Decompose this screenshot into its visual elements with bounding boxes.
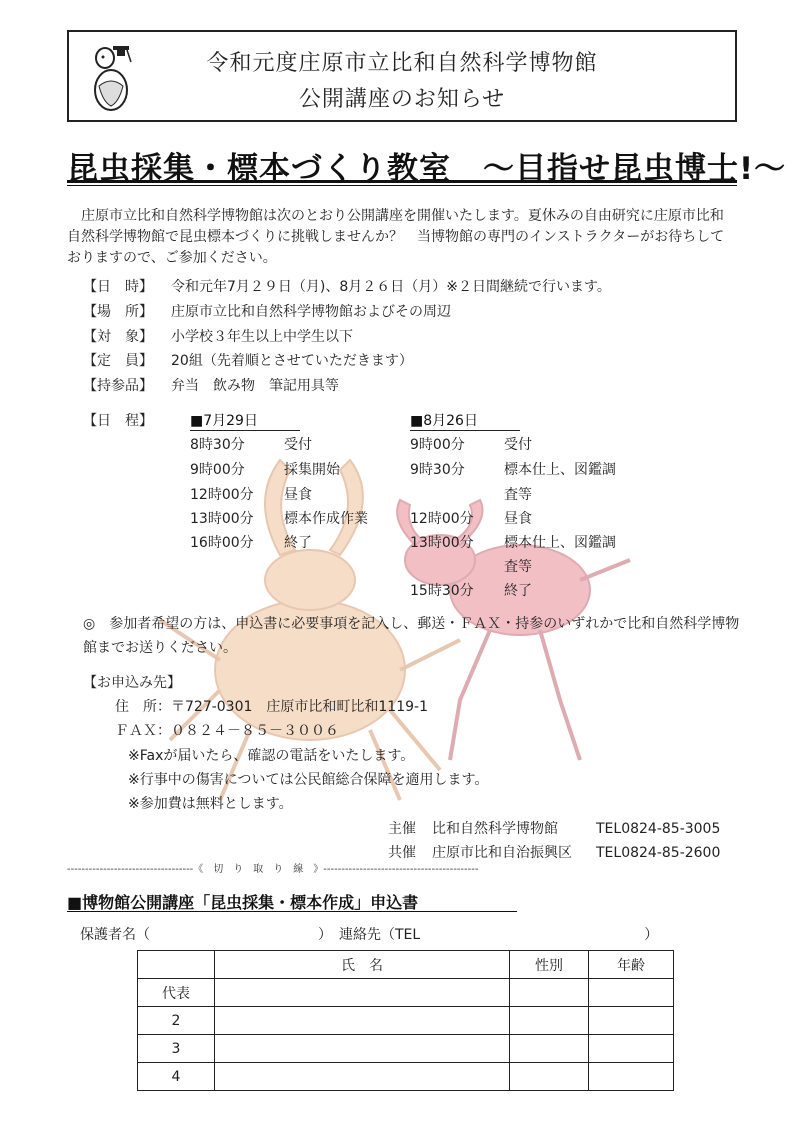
row-label: 2: [138, 1007, 215, 1035]
info-label: 【持参品】: [83, 378, 153, 394]
schedule-item: 8時30分 受付: [190, 437, 312, 453]
age-cell[interactable]: [589, 1035, 674, 1063]
info-value: 20組（先着順とさせていただきます）: [171, 353, 413, 369]
organizer-row: [388, 818, 720, 838]
name-cell[interactable]: [215, 1063, 510, 1091]
table-row: [138, 1035, 674, 1063]
row-label: 3: [138, 1035, 215, 1063]
organizer-name: 庄原市比和自治振興区: [432, 845, 572, 861]
organizer-role: 共催: [388, 845, 416, 861]
table-row: [138, 1063, 674, 1091]
entry-table: [137, 950, 674, 1091]
table-header-cell: 年齢: [589, 951, 674, 979]
schedule-item: 13時00分 標本仕上、図鑑調: [410, 535, 616, 551]
schedule-item: 12時00分 昼食: [190, 487, 312, 503]
age-cell[interactable]: [589, 979, 674, 1007]
schedule-item: 13時00分 標本作成作業: [190, 511, 368, 527]
info-value: 弁当 飲み物 筆記用具等: [171, 378, 339, 394]
name-cell[interactable]: [215, 979, 510, 1007]
name-cell[interactable]: [215, 1007, 510, 1035]
gender-cell[interactable]: [510, 1007, 589, 1035]
schedule-item: 9時30分 標本仕上、図鑑調: [410, 462, 616, 478]
table-header-cell: 性別: [510, 951, 589, 979]
header-title-line1: 令和元度庄原市立比和自然科学博物館: [206, 51, 598, 76]
info-row-target: [83, 326, 353, 346]
info-row-place: [83, 301, 451, 321]
header-title-line2: 公開講座のお知らせ: [298, 87, 506, 112]
info-row-datetime: [83, 276, 611, 296]
apply-heading: 【お申込み先】: [83, 675, 181, 691]
schedule-day1-heading: ■7月29日: [190, 410, 300, 431]
apply-address: 住 所：〒727-0301 庄原市比和町比和1119-1: [115, 699, 428, 715]
page-title: 昆虫採集・標本づくり教室 ～目指せ昆虫博士!～: [67, 151, 787, 187]
cut-line: -----------------------------------《 切 り 取 り 線 》-------------------------------------------: [67, 864, 479, 875]
apply-note: ※行事中の傷害については公民館総合保障を適用します。: [128, 772, 489, 788]
form-title: ■博物館公開講座「昆虫採集・標本作成」申込書: [67, 893, 419, 912]
table-row: [138, 1007, 674, 1035]
table-header-cell: [138, 951, 215, 979]
age-cell[interactable]: [589, 1063, 674, 1091]
row-label: 4: [138, 1063, 215, 1091]
gender-cell[interactable]: [510, 1063, 589, 1091]
form-title-underline: [67, 911, 517, 912]
info-label: 【日 時】: [83, 279, 153, 295]
info-value: 小学校３年生以上中学生以下: [171, 329, 353, 345]
organizer-tel: TEL0824-85-3005: [596, 821, 721, 837]
apply-note: ※参加費は無料とします。: [128, 796, 293, 812]
schedule-day2-heading: ■8月26日: [410, 410, 520, 431]
schedule-item: 9時00分 採集開始: [190, 462, 340, 478]
header-box: [67, 30, 737, 122]
info-row-capacity: [83, 350, 413, 370]
info-value: 庄原市立比和自然科学博物館およびその周辺: [171, 304, 451, 320]
gender-cell[interactable]: [510, 1035, 589, 1063]
organizer-tel: TEL0824-85-2600: [596, 845, 721, 861]
schedule-item: 査等: [504, 559, 532, 575]
schedule-label: 【日 程】: [83, 413, 153, 429]
row-label: 代表: [138, 979, 215, 1007]
name-cell[interactable]: [215, 1035, 510, 1063]
gender-cell[interactable]: [510, 979, 589, 1007]
schedule-item: 15時30分 終了: [410, 583, 532, 599]
table-row: [138, 979, 674, 1007]
schedule-item: 16時00分 終了: [190, 535, 312, 551]
apply-note: ※Faxが届いたら、確認の電話をいたします。: [128, 748, 415, 764]
schedule-item: 12時00分 昼食: [410, 511, 532, 527]
application-note: ◎ 参加者希望の方は、申込書に必要事項を記入し、郵送・ＦＡＸ・持参のいずれかで比和自然科学博物館までお送りください。: [83, 616, 740, 656]
schedule-item: 9時00分 受付: [410, 437, 532, 453]
info-label: 【対 象】: [83, 329, 153, 345]
age-cell[interactable]: [589, 1007, 674, 1035]
schedule-item: 査等: [504, 487, 532, 503]
table-header-row: [138, 951, 674, 979]
guardian-line: 保護者名（ ） 連絡先（TEL ）: [80, 927, 659, 943]
info-label: 【場 所】: [83, 304, 153, 320]
apply-fax: ＦＡＸ：０８２４－８５－３００６: [115, 723, 339, 739]
info-row-items: [83, 375, 339, 395]
info-value: 令和元年7月２９日（月)、8月２６日（月）※２日間継続で行います。: [171, 279, 611, 295]
table-header-cell: 氏 名: [215, 951, 510, 979]
organizer-name: 比和自然科学博物館: [432, 821, 558, 837]
title-underline: [67, 180, 737, 183]
organizer-role: 主催: [388, 821, 416, 837]
organizer-row: [388, 842, 720, 862]
info-label: 【定 員】: [83, 353, 153, 369]
title-underline-thin: [67, 185, 737, 186]
intro-paragraph: 庄原市立比和自然科学博物館は次のとおり公開講座を開催いたします。夏休みの自由研究に庄原市比和自然科学博物館で昆虫標本づくりに挑戦しませんか？ 当博物館の専門のインストラクターがお待ちしておりますので、ご参加ください。: [67, 208, 725, 266]
